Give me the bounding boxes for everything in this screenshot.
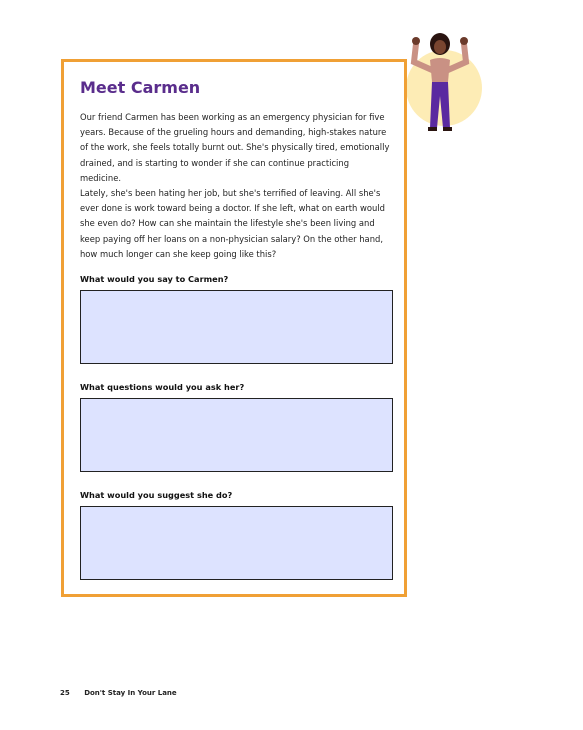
question-label: What questions would you ask her?	[80, 382, 245, 392]
question-label: What would you suggest she do?	[80, 490, 233, 500]
situation-paragraph: Lately, she's been hating her job, but she's terrified of leaving. All she's ever done is work toward being a doctor. If she left, what on earth would she even do? How can she maintain the lifestyle she's been living and keep paying off her loans on a non-physician salary? On the other hand, how much longer can she keep going like this?	[80, 188, 385, 259]
answer-box[interactable]	[80, 398, 393, 472]
case-study-card	[61, 59, 407, 597]
woman-flexing-arms-icon	[396, 30, 486, 140]
page-number: 25	[60, 689, 70, 697]
question-label: What would you say to Carmen?	[80, 274, 229, 284]
answer-box[interactable]	[80, 290, 393, 364]
intro-paragraph: Our friend Carmen has been working as an emergency physician for five years. Because of the grueling hours and demanding, high-stakes nature of the work, she feels totally burnt out. She's physically tired, emotionally drained, and is starting to wonder if she can continue practicing medicine.	[80, 112, 390, 183]
page-footer	[60, 689, 177, 697]
book-title: Don't Stay In Your Lane	[84, 689, 177, 697]
card-title: Meet Carmen	[80, 78, 201, 97]
answer-box[interactable]	[80, 506, 393, 580]
